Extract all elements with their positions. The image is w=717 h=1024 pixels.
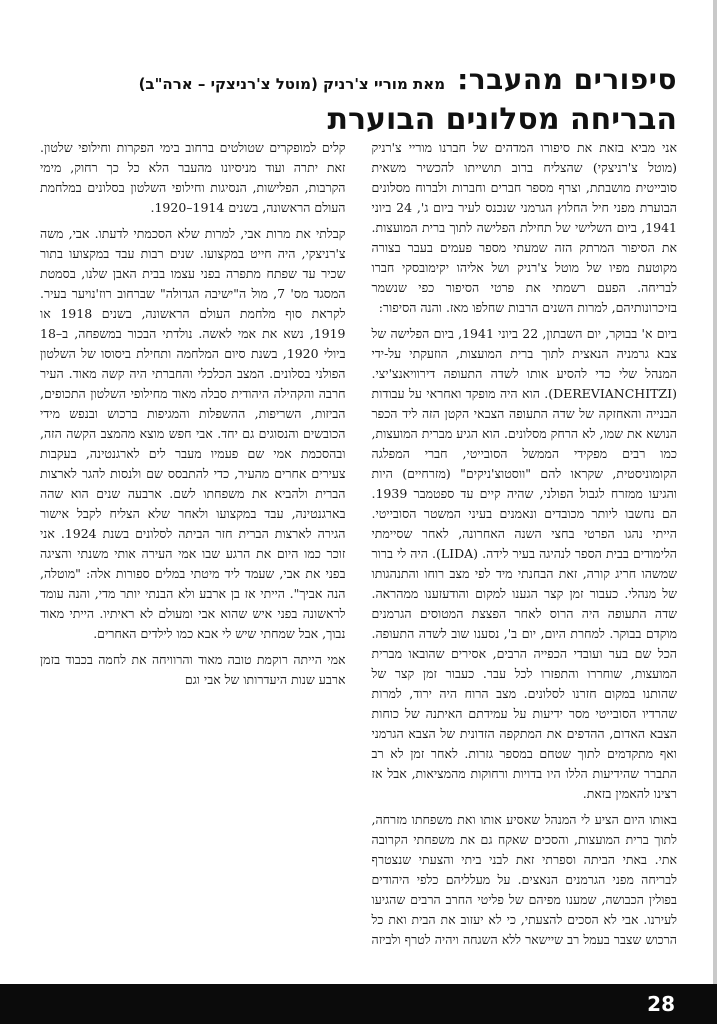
paragraph: באותו היום הציע לי המנהל שאסיע אותו ואת משפחתו מזרחה, לתוך ברית המועצות, והסכים שאקח גם את משפחתי הקרובה אתי. באתי הביתה וספרתי זאת לבני ביתי והצעתי שנצטרף לבריחה מפני הגרמנים הנאצים. על מעלליהם כלפי היהודים בפולין הכבושה, שמענו מפיהם של פליטי החרב הרבים שהגיעו לעירנו. אבי לא הסכים להצעתי, כי לא יעזוב את הבית ואת כל הרכוש שצבר בעמל רב שיישאר ללא השגחה ויהיה לטרף ולביזה קלים למופקרים שטולטים ברחוב בימי הפקרות וחילופי שלטון. זאת יתרה ועוד מניסיונו מהעבר הלא כל כך רחוק, מימי הקרבות, הפלישות, הנסיגות וחילופי השלטון בסלונים במלחמת העולם הראשונה, בשנים 1914–1920. [40, 140, 677, 947]
article-body [40, 138, 677, 968]
title-row [40, 62, 677, 98]
series-title: סיפורים מהעבר: [457, 63, 677, 96]
paragraph: ביום א' בבוקר, יום השבתון, 22 ביוני 1941, ביום הפלישה של צבא גרמניה הנאצית לתוך ברית המועצות, הוזעקתי על-ידי המנהל שלי כדי להסיע אותו לשדה התעופה דירוויאנצ'יצי. (DEREVIANCHITZI). הוא היה מופקד ואחראי על עבודות הבנייה והאחזקה של שדה התעופה הצבאי הקטן הזה ליד הכפר הנושא את שמו, לא הרחק מסלונים. הוא הגיע מברית המועצות, כמו רבים מפקידי הממשל הסובייטי, חברי המפלגה הקומוניסטית, שקראו להם "ווסטוצ'ניקים" (מזרחיים) היות והגיעו ממזרח לגבול הפולני, שהיה קיים עד ספטמבר 1939. הם נחשבו ליותר מכובדים ונאמנים בעיני המשטר הסובייטי. הייתי נהגו הפרטי בחצי השנה האחרונה, לאחר שסיימתי הלימודים בבית הספר לנהיגה בעיר לידה. (LIDA). היה לי ברור שמשהו חריג קורה, זאת הבחנתי מיד לפי מצב רוחו והתנהגותו של מנהלי. כעבור זמן קצר הגענו למקום והודעזענו ממהראה. שדה התעופה היה הרוס לאחר הפצצת המטוסים הגרמנים מוקדם בבוקר. למחרת היום, יום ב', נסענו שוב לשדה התעופה. הכל שם בער ועובדי הכפייה הרבים, אסירים שהובאו מברית המועצות, שוחררו והתפזרו לכל עבר. כעבור זמן קצר של שהותנו במקום חזרנו לסלונים. מצב הרוח היה ירוד, למרות שהרדיו הסובייטי מסר ידיעות על עמידתם האיתנה של כוחות הצבא האדום, ההדפים את המתקפה הזדונית של הצבא הגרמני ואף מתקדמים לתוך שטחם במספר גזרות. לאחר זמן לא רב התברר שהידיעות הללו היו בדויות ורחוקות מהמציאות, אבל אז רצינו להאמין בזאת. [371, 326, 677, 801]
page-edge-shadow [713, 0, 717, 984]
paragraph: אני מביא בזאת את סיפורו המדהים של חברנו מוריי צ'רניק (מוטל צ'רניצקי) שהצליח ברוב תושייתו להכשיר משאית סובייטית מושבתת, וצרף מספר חברים וחברות ולברוח מסלונים הבוערת מפני חיל החלוץ הגרמני שנכנס לעיר ביום ג', 24 ביוני 1941, ביום השלישי של תחילת הפלישה לתוך ברית המועצות. את הסיפור המרתק הזה שמעתי מספר פעמים בעבר בצורה מקוטעת מפיו של מוטל צ'רניק ושל אליהו יקימובסקי חברו לבריחה. הפעם רשמתי את פרטי הסיפור כפי שנשמר בזיכרונותיהם, למרות השנים הרבות שחלפו מאז. והנה הסיפור: [371, 140, 677, 315]
byline: מאת מוריי צ'רניק (מוטל צ'רניצקי – ארה"ב) [138, 75, 446, 93]
article-header [40, 62, 677, 140]
paragraph: קבלתי את מרות אבי, למרות שלא הסכמתי לדעתו. אבי, משה צ'רניצקי, היה חייט במקצועו. שנים רבות עבד במקצועו בתור שכיר עד שפתח מתפרה בפני עצמו בבית האבן שלנו, בסמטת המסגד מס' 7, מול ה"ישיבה הגדולה" שברחוב רוז'נויער בעיר. לקראת סוף מלחמת העולם הראשונה, בשנים 1918 או 1919, נשא את אמי לאשה. נולדתי הבכור במשפחה, ב–18 ביולי 1920, בשנת סיום המלחמה ותחילת ביסוסו של השלטון הפולני בסלונים. המצב הכלכלי והחברתי היה קשה מאוד. העיר חרבה והקהילה היהודית סבלה מאוד מחילופי השלטון התכופים, הביזות, השריפות, ההשפלות והמגיפות ברכוש ובנפש מידי הכובשים והנסוגים גם יחד. אבי חפש מוצא מהמצב הקשה הזה, ובהסכמת אמי שם פעמיו מעבר לים לארגנטינה, בעקבות צעירים אחרים מהעיר, כדי להתבסס שם ולנסות להגר לארצות הברית ולהביא את משפחתו לשם. ארבעה שנים הוא שהה בארגנטינה, עבד במקצועו ולאחר שלא הצליח לקבל אישור הגירה לארצות הברית חזר הביתה לסלונים בשנת 1924. אני זוכר כמו היום את הרגע שבו אמי העירה אותי משנתי והציגה בפני את אבי, שעמד ליד מיטתי במלים ספורות אלה: "מוטלה, הנה אביך". הייתי אז בן ארבע ולא הבנתי יותר מדי, והנה עומד לראשונה בפני איש שהוא אבי ומעולם לא ראיתיו. הייתי מאוד נבוך, אבל שמחתי שיש לי אבא כמו לילדים האחרים. [40, 226, 346, 641]
page-number: 28 [647, 992, 675, 1016]
page-title: הבריחה מסלונים הבוערת [327, 102, 677, 137]
footer-bar [0, 984, 717, 1024]
paragraph: אמי הייתה רוקמת טובה מאוד והרוויחה את לחמה בכבוד בזמן ארבע שנות היעדרותו של אבי וגם [40, 652, 346, 687]
